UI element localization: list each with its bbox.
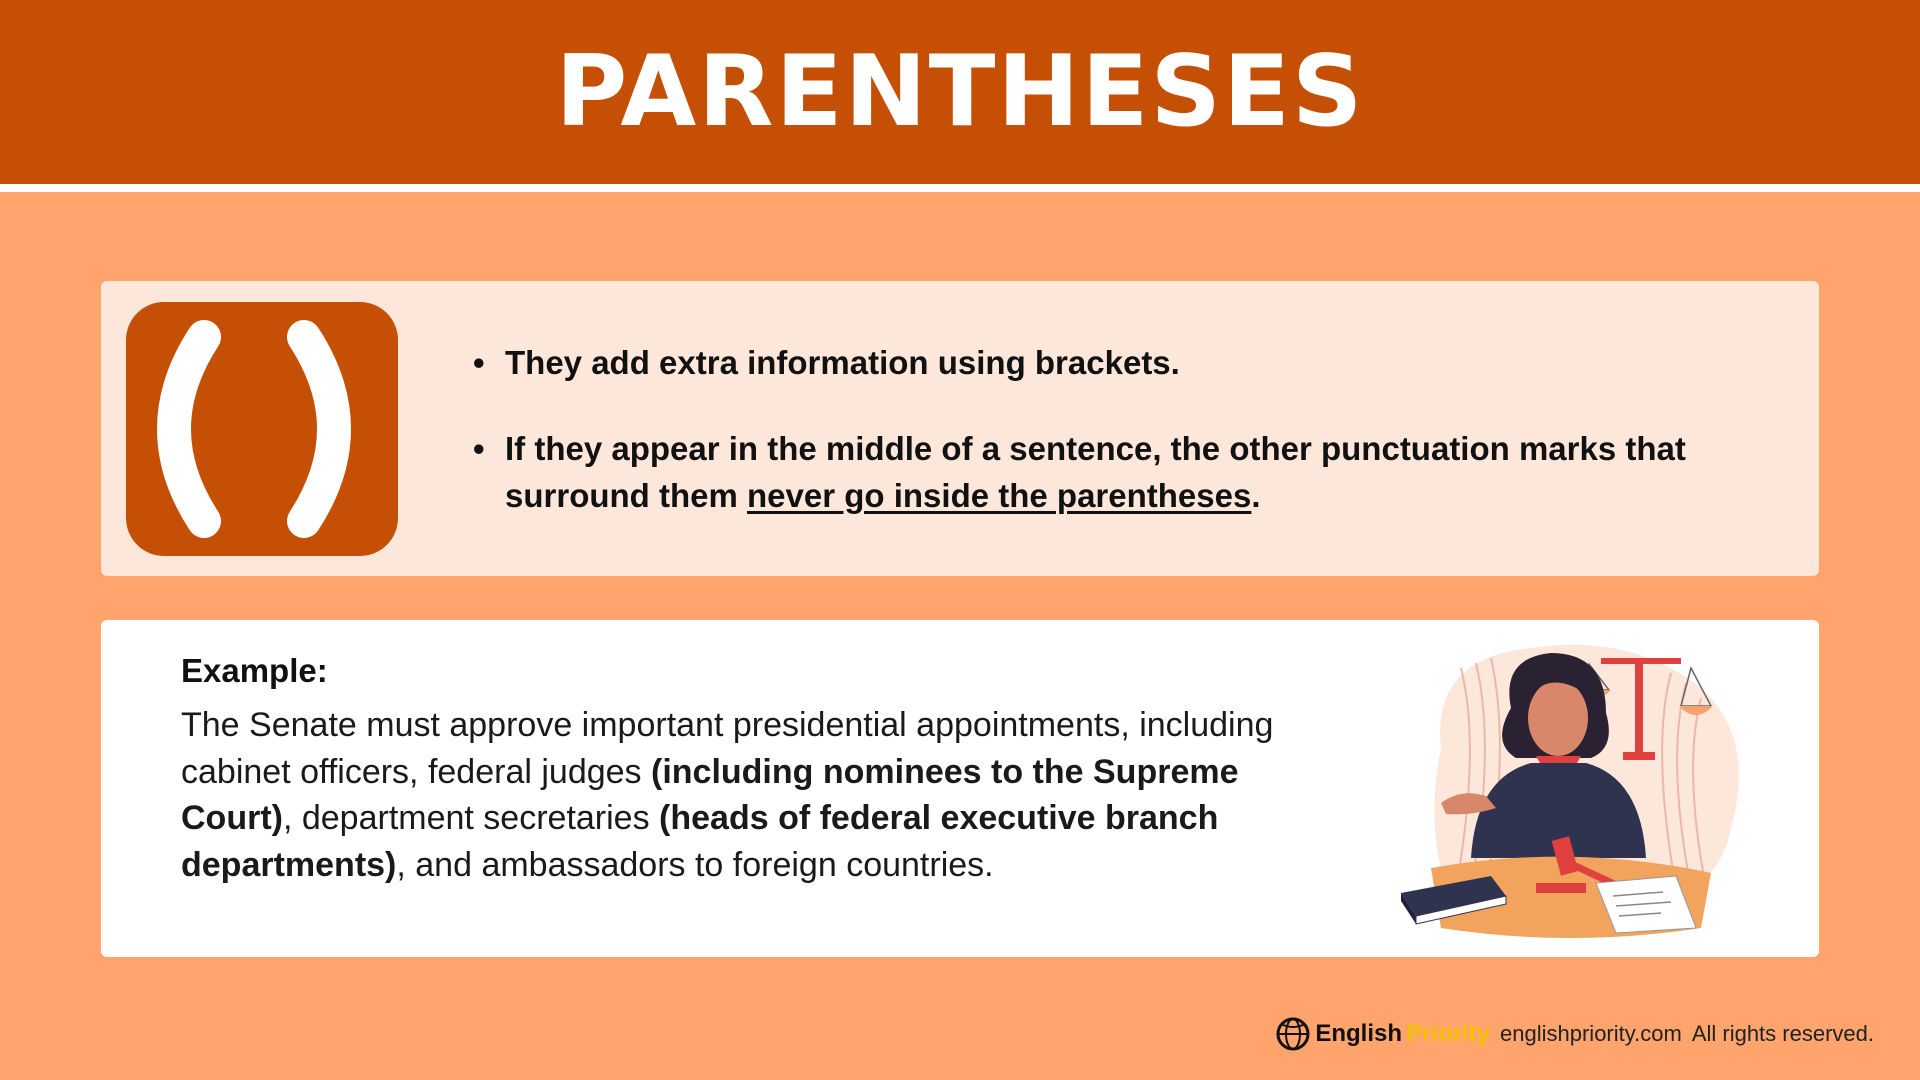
example-label: Example:: [181, 652, 328, 689]
parenthetical-bold: (including nominees to the Supreme Court): [181, 752, 1239, 837]
example-card: [101, 620, 1819, 957]
brand-english: English: [1315, 1020, 1402, 1047]
copyright-text: All rights reserved.: [1691, 1021, 1874, 1046]
globe-logo-icon: [1275, 1016, 1311, 1052]
bullet-item: • If they appear in the middle of a sentence, the other punctuation marks that surround them never go inside the parentheses.: [473, 425, 1773, 519]
judge-illustration: [1401, 628, 1761, 950]
website-link[interactable]: englishpriority.com: [1500, 1021, 1682, 1046]
header-divider: [0, 184, 1920, 192]
info-card: [101, 281, 1819, 576]
example-sentence: The Senate must approve important presidential appointments, including cabinet officers, federal judges (including nominees to the Supreme Court), department secretaries (heads of federal executive branch departments), and ambassadors to foreign countries.: [181, 706, 1274, 884]
bullet-list: [473, 339, 1773, 519]
bullet-item: • They add extra information using brackets.: [473, 339, 1773, 386]
parentheses-icon: [126, 302, 398, 556]
footer: [1275, 1012, 1874, 1056]
underlined-rule: never go inside the parentheses: [747, 477, 1252, 514]
brand-logo: [1275, 1016, 1490, 1052]
parenthetical-bold: (heads of federal executive branch departments): [181, 799, 1219, 884]
brand-priority: Priority: [1406, 1020, 1491, 1047]
page-title: PARENTHESES: [555, 35, 1365, 149]
header-bar: [0, 0, 1920, 184]
